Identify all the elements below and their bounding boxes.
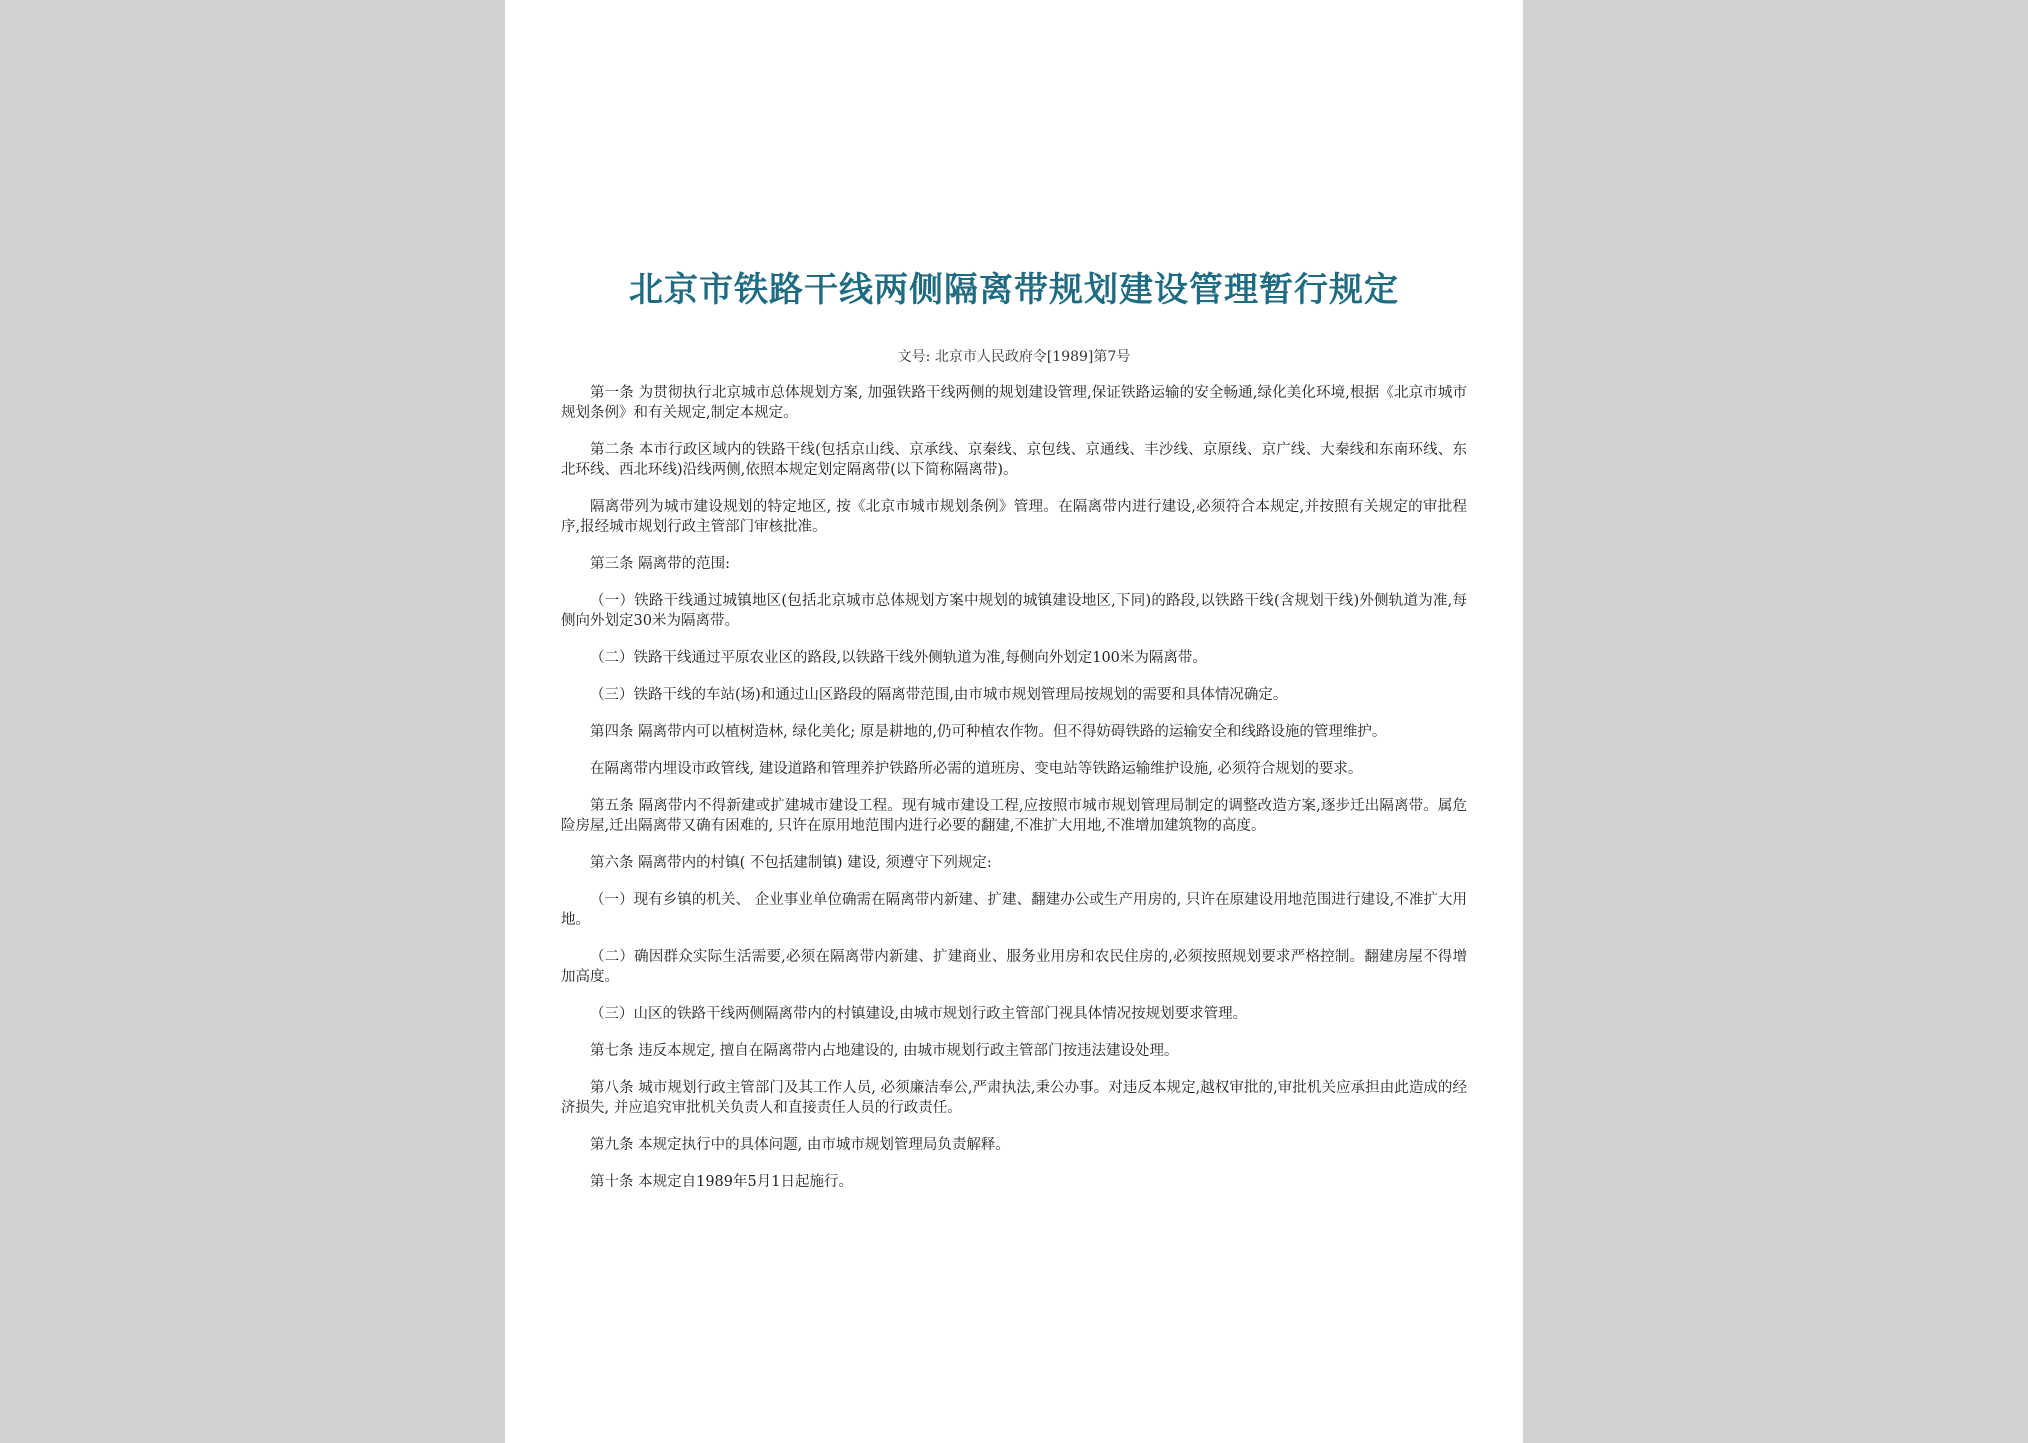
paragraph-article-8: 第八条 城市规划行政主管部门及其工作人员, 必须廉洁奉公,严肃执法,秉公办事。对违反本规定,越权审批的,审批机关应承担由此造成的经济损失, 并应追究审批机关负责人和直接责任人员的行政责任。 bbox=[561, 1080, 1467, 1116]
paragraph-article-6-item-2: （二）确因群众实际生活需要,必须在隔离带内新建、扩建商业、服务业用房和农民住房的,必须按照规划要求严格控制。翻建房屋不得增加高度。 bbox=[561, 949, 1467, 985]
paragraph-article-1: 第一条 为贯彻执行北京城市总体规划方案, 加强铁路干线两侧的规划建设管理,保证铁路运输的安全畅通,绿化美化环境,根据《北京市城市规划条例》和有关规定,制定本规定。 bbox=[561, 385, 1467, 421]
paragraph-article-4: 第四条 隔离带内可以植树造林, 绿化美化; 原是耕地的,仍可种植农作物。但不得妨碍铁路的运输安全和线路设施的管理维护。 bbox=[590, 724, 1387, 740]
document-number: 文号: 北京市人民政府令[1989]第7号 bbox=[897, 349, 1131, 365]
document-title: 北京市铁路干线两侧隔离带规划建设管理暂行规定 bbox=[629, 270, 1399, 310]
paragraph-article-4-cont: 在隔离带内埋设市政管线, 建设道路和管理养护铁路所必需的道班房、变电站等铁路运输维护设施, 必须符合规划的要求。 bbox=[590, 761, 1363, 777]
paragraph-article-9: 第九条 本规定执行中的具体问题, 由市城市规划管理局负责解释。 bbox=[590, 1137, 1010, 1153]
paragraph-article-2: 第二条 本市行政区域内的铁路干线(包括京山线、京承线、京秦线、京包线、京通线、丰沙线、京原线、京广线、大秦线和东南环线、东北环线、西北环线)沿线两侧,依照本规定划定隔离带(以下简称隔离带)。 bbox=[561, 442, 1467, 478]
paragraph-article-10: 第十条 本规定自1989年5月1日起施行。 bbox=[590, 1174, 853, 1190]
paragraph-article-5: 第五条 隔离带内不得新建或扩建城市建设工程。现有城市建设工程,应按照市城市规划管理局制定的调整改造方案,逐步迁出隔离带。属危险房屋,迁出隔离带又确有困难的, 只许在原用地范围内进行必要的翻建,不准扩大用地,不准增加建筑物的高度。 bbox=[561, 798, 1467, 834]
paragraph-article-2-cont: 隔离带列为城市建设规划的特定地区, 按《北京市城市规划条例》管理。在隔离带内进行建设,必须符合本规定,并按照有关规定的审批程序,报经城市规划行政主管部门审核批准。 bbox=[561, 499, 1467, 535]
paragraph-article-3-item-3: （三）铁路干线的车站(场)和通过山区路段的隔离带范围,由市城市规划管理局按规划的需要和具体情况确定。 bbox=[590, 687, 1288, 703]
paragraph-article-3-item-2: （二）铁路干线通过平原农业区的路段,以铁路干线外侧轨道为准,每侧向外划定100米为隔离带。 bbox=[590, 650, 1207, 666]
document-page bbox=[505, 0, 1523, 1443]
paragraph-article-3-item-1: （一）铁路干线通过城镇地区(包括北京城市总体规划方案中规划的城镇建设地区,下同)的路段,以铁路干线(含规划干线)外侧轨道为准,每侧向外划定30米为隔离带。 bbox=[561, 593, 1467, 629]
paragraph-article-6: 第六条 隔离带内的村镇( 不包括建制镇) 建设, 须遵守下列规定: bbox=[590, 855, 992, 871]
paragraph-article-3: 第三条 隔离带的范围: bbox=[590, 556, 730, 572]
paragraph-article-7: 第七条 违反本规定, 擅自在隔离带内占地建设的, 由城市规划行政主管部门按违法建设处理。 bbox=[590, 1043, 1179, 1059]
document-body bbox=[561, 383, 1467, 1209]
paragraph-article-6-item-1: （一）现有乡镇的机关、 企业事业单位确需在隔离带内新建、扩建、翻建办公或生产用房的, 只许在原建设用地范围进行建设,不准扩大用地。 bbox=[561, 892, 1467, 928]
paragraph-article-6-item-3: （三）山区的铁路干线两侧隔离带内的村镇建设,由城市规划行政主管部门视具体情况按规划要求管理。 bbox=[590, 1006, 1248, 1022]
